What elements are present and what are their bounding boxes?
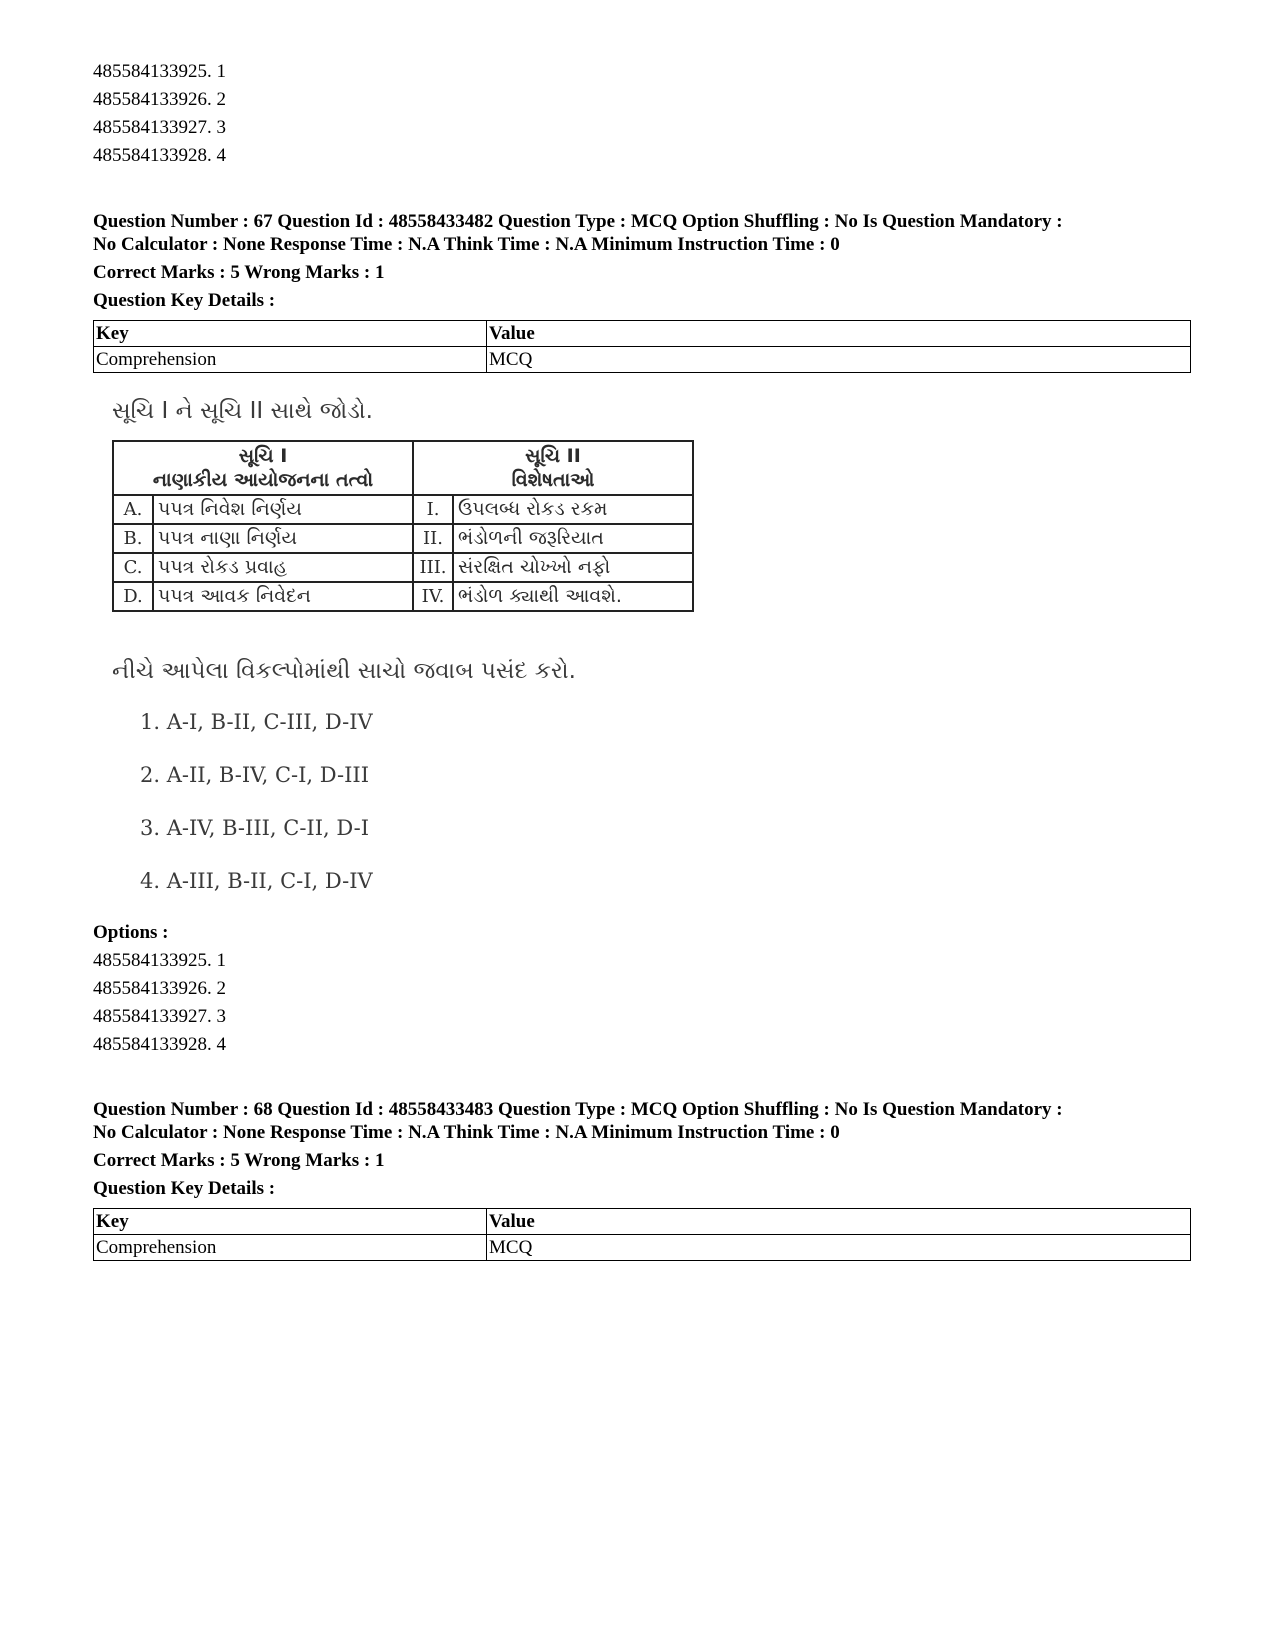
- match-table-header: [113, 441, 693, 495]
- top-option-4: 485584133928. 4: [93, 145, 226, 166]
- question-image: [100, 396, 720, 896]
- q68-meta-line2: No Calculator : None Response Time : N.A Think Time : N.A Minimum Instruction Time : 0: [93, 1122, 840, 1143]
- value-cell: MCQ: [487, 347, 1191, 373]
- answer-choice-1: 1. A-I, B-II, C-III, D-IV: [140, 710, 373, 734]
- list-1-subtitle: નાણાકીય આયોજનના તત્વો: [152, 469, 374, 491]
- q68-marks: Correct Marks : 5 Wrong Marks : 1: [93, 1150, 385, 1171]
- match-table: [112, 440, 694, 612]
- top-option-2: 485584133926. 2: [93, 89, 226, 110]
- row-roman: I.: [413, 495, 453, 524]
- key-table-header-row: [94, 1209, 1191, 1235]
- q67-key-details-label: Question Key Details :: [93, 290, 276, 311]
- q67-option-3: 485584133927. 3: [93, 1006, 226, 1027]
- row-feature: ઉપલબ્ધ રોકડ રકમ: [453, 495, 693, 524]
- row-item: પપત્ર રોકડ પ્રવાહ: [153, 553, 413, 582]
- answer-choice-3: 3. A-IV, B-III, C-II, D-I: [140, 816, 369, 840]
- q67-option-4: 485584133928. 4: [93, 1034, 226, 1055]
- row-item: પપત્ર નાણા નિર્ણય: [153, 524, 413, 553]
- answer-choice-4: 4. A-III, B-II, C-I, D-IV: [140, 869, 373, 893]
- q68-key-details-label: Question Key Details :: [93, 1178, 276, 1199]
- value-header: Value: [487, 321, 1191, 347]
- row-letter: B.: [113, 524, 153, 553]
- q67-meta-line1: Question Number : 67 Question Id : 48558433482 Question Type : MCQ Option Shuffling : No Is Question Mandatory :: [93, 211, 1063, 232]
- value-header: Value: [487, 1209, 1191, 1235]
- q68-meta-line1: Question Number : 68 Question Id : 48558433483 Question Type : MCQ Option Shuffling : No Is Question Mandatory :: [93, 1099, 1063, 1120]
- key-table-row: [94, 1235, 1191, 1261]
- match-row: [113, 582, 693, 611]
- question-prompt: નીચે આપેલા વિકલ્પોમાંથી સાચો જવાબ પસંદ કરો.: [112, 658, 576, 684]
- row-letter: C.: [113, 553, 153, 582]
- match-row: [113, 524, 693, 553]
- row-item: પપત્ર આવક નિવેદન: [153, 582, 413, 611]
- match-row: [113, 553, 693, 582]
- q67-options-label: Options :: [93, 922, 169, 943]
- list-2-header: [413, 441, 693, 495]
- row-roman: III.: [413, 553, 453, 582]
- key-table-header-row: [94, 321, 1191, 347]
- row-feature: ભંડોળની જરૂરિયાત: [453, 524, 693, 553]
- key-header: Key: [94, 1209, 487, 1235]
- row-roman: II.: [413, 524, 453, 553]
- q67-key-table: [93, 320, 1191, 373]
- list-1-title: સૂચિ I: [238, 445, 288, 467]
- row-letter: A.: [113, 495, 153, 524]
- answer-choice-2: 2. A-II, B-IV, C-I, D-III: [140, 763, 369, 787]
- key-cell: Comprehension: [94, 1235, 487, 1261]
- q68-key-table: [93, 1208, 1191, 1261]
- key-cell: Comprehension: [94, 347, 487, 373]
- list-1-header: [113, 441, 413, 495]
- key-table-row: [94, 347, 1191, 373]
- top-option-3: 485584133927. 3: [93, 117, 226, 138]
- match-row: [113, 495, 693, 524]
- row-roman: IV.: [413, 582, 453, 611]
- value-cell: MCQ: [487, 1235, 1191, 1261]
- key-header: Key: [94, 321, 487, 347]
- q67-marks: Correct Marks : 5 Wrong Marks : 1: [93, 262, 385, 283]
- row-feature: સંરક્ષિત ચોખ્ખો નફો: [453, 553, 693, 582]
- row-letter: D.: [113, 582, 153, 611]
- top-option-1: 485584133925. 1: [93, 61, 226, 82]
- q67-option-1: 485584133925. 1: [93, 950, 226, 971]
- row-item: પપત્ર નિવેશ નિર્ણય: [153, 495, 413, 524]
- row-feature: ભંડોળ ક્યાથી આવશે.: [453, 582, 693, 611]
- q67-meta-line2: No Calculator : None Response Time : N.A Think Time : N.A Minimum Instruction Time : 0: [93, 234, 840, 255]
- list-2-title: સૂચિ II: [525, 445, 581, 467]
- question-instruction: સૂચિ I ને સૂચિ II સાથે જોડો.: [112, 398, 373, 424]
- list-2-subtitle: વિશેષતાઓ: [511, 469, 595, 491]
- q67-option-2: 485584133926. 2: [93, 978, 226, 999]
